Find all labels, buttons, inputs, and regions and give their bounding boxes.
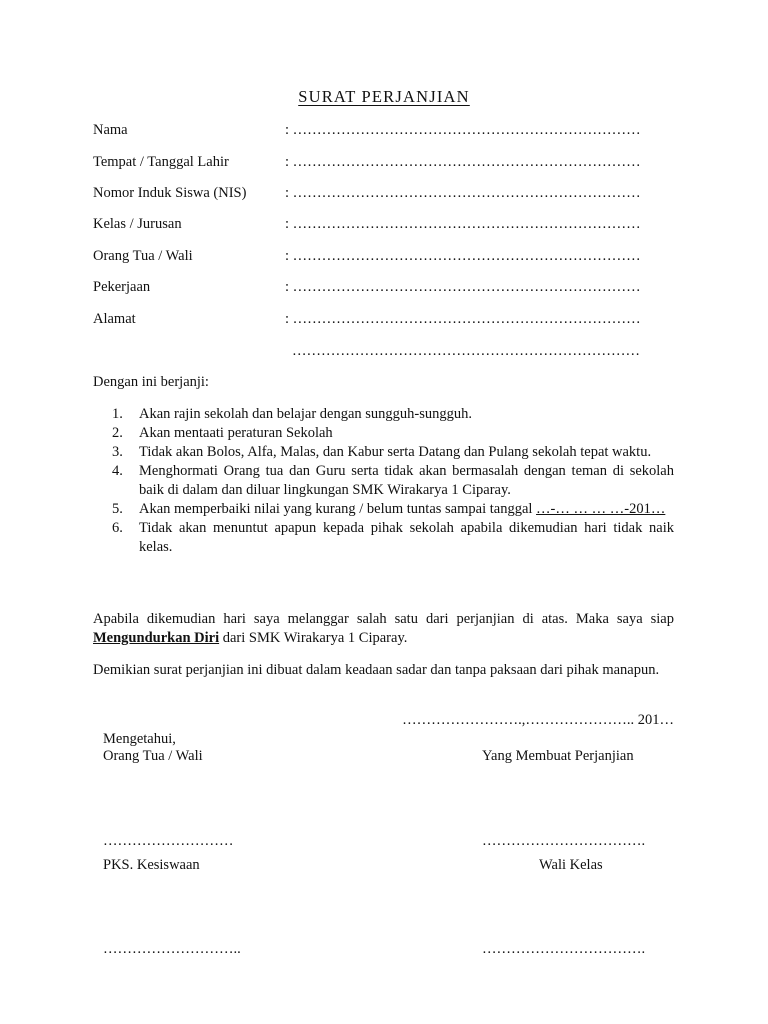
field-value-nama: : ………………………………………………………………	[285, 122, 641, 138]
list-item-text: Tidak akan Bolos, Alfa, Malas, dan Kabur serta Datang dan Pulang sekolah tepat waktu.	[139, 444, 652, 460]
list-item	[112, 519, 674, 557]
parent-signature-label: Orang Tua / Wali	[103, 748, 203, 764]
pks-signature-line: ………………………..	[103, 941, 241, 957]
intro-text: Dengan ini berjanji:	[93, 374, 209, 390]
date-line: …………………….,………………….. 201…	[402, 712, 674, 728]
field-label-tempat-tanggal-lahir: Tempat / Tanggal Lahir	[93, 154, 229, 170]
field-value-orang-tua-wali: : ………………………………………………………………	[285, 248, 641, 264]
pks-signature-label: PKS. Kesiswaan	[103, 857, 200, 873]
maker-signature-line: …………………………….	[482, 833, 646, 849]
list-item-number: 2.	[112, 425, 123, 441]
list-item	[112, 443, 674, 462]
list-item-text: Menghormati Orang tua dan Guru serta tidak akan bermasalah dengan teman di sekolah baik di dalam dan diluar lingkungan SMK Wirakarya 1 Ciparay.	[139, 463, 674, 498]
acknowledged-label: Mengetahui,	[103, 731, 176, 747]
list-item-text: Tidak akan menuntut apapun kepada pihak sekolah apabila dikemudian hari tidak naik kelas.	[139, 520, 674, 555]
field-value-pekerjaan: : ………………………………………………………………	[285, 279, 641, 295]
field-label-kelas-jurusan: Kelas / Jurusan	[93, 216, 182, 232]
list-item-text: Akan mentaati peraturan Sekolah	[139, 425, 333, 441]
list-item-number: 3.	[112, 444, 123, 460]
consequence-text: Apabila dikemudian hari saya melanggar salah satu dari perjanjian di atas. Maka saya siap	[93, 611, 674, 627]
field-value-nis: : ………………………………………………………………	[285, 185, 641, 201]
homeroom-signature-label: Wali Kelas	[539, 857, 603, 873]
list-item-number: 5.	[112, 501, 123, 517]
field-label-alamat: Alamat	[93, 311, 136, 327]
list-item-text: Akan rajin sekolah dan belajar dengan sungguh-sungguh.	[139, 406, 473, 422]
field-label-nama: Nama	[93, 122, 128, 138]
list-item	[112, 462, 674, 500]
list-item	[112, 424, 674, 443]
closing-paragraph: Demikian surat perjanjian ini dibuat dalam keadaan sadar dan tanpa paksaan dari pihak manapun.	[93, 662, 660, 678]
field-value-tempat-tanggal-lahir: : ………………………………………………………………	[285, 154, 641, 170]
consequence-text-end: dari SMK Wirakarya 1 Ciparay.	[219, 630, 408, 646]
list-item-number: 6.	[112, 520, 123, 536]
field-label-nis: Nomor Induk Siswa (NIS)	[93, 185, 247, 201]
field-label-pekerjaan: Pekerjaan	[93, 279, 151, 295]
field-value-alamat-continuation: ………………………………………………………………	[292, 343, 640, 359]
field-value-alamat: : ………………………………………………………………	[285, 311, 641, 327]
promise-list	[112, 405, 674, 557]
homeroom-signature-line: …………………………….	[482, 941, 646, 957]
list-item-number: 4.	[112, 463, 123, 479]
field-value-kelas-jurusan: : ………………………………………………………………	[285, 216, 641, 232]
list-item	[112, 405, 674, 424]
document-title: SURAT PERJANJIAN	[298, 87, 470, 106]
parent-signature-line: ………………………	[103, 833, 234, 849]
list-item-number: 1.	[112, 406, 123, 422]
maker-signature-label: Yang Membuat Perjanjian	[482, 748, 634, 764]
list-item	[112, 500, 674, 519]
consequence-paragraph	[93, 610, 674, 648]
date-blank: …-… … … …-201…	[536, 501, 666, 517]
field-label-orang-tua-wali: Orang Tua / Wali	[93, 248, 193, 264]
consequence-emphasis: Mengundurkan Diri	[93, 630, 220, 646]
list-item-text: Akan memperbaiki nilai yang kurang / belum tuntas sampai tanggal	[139, 501, 537, 517]
